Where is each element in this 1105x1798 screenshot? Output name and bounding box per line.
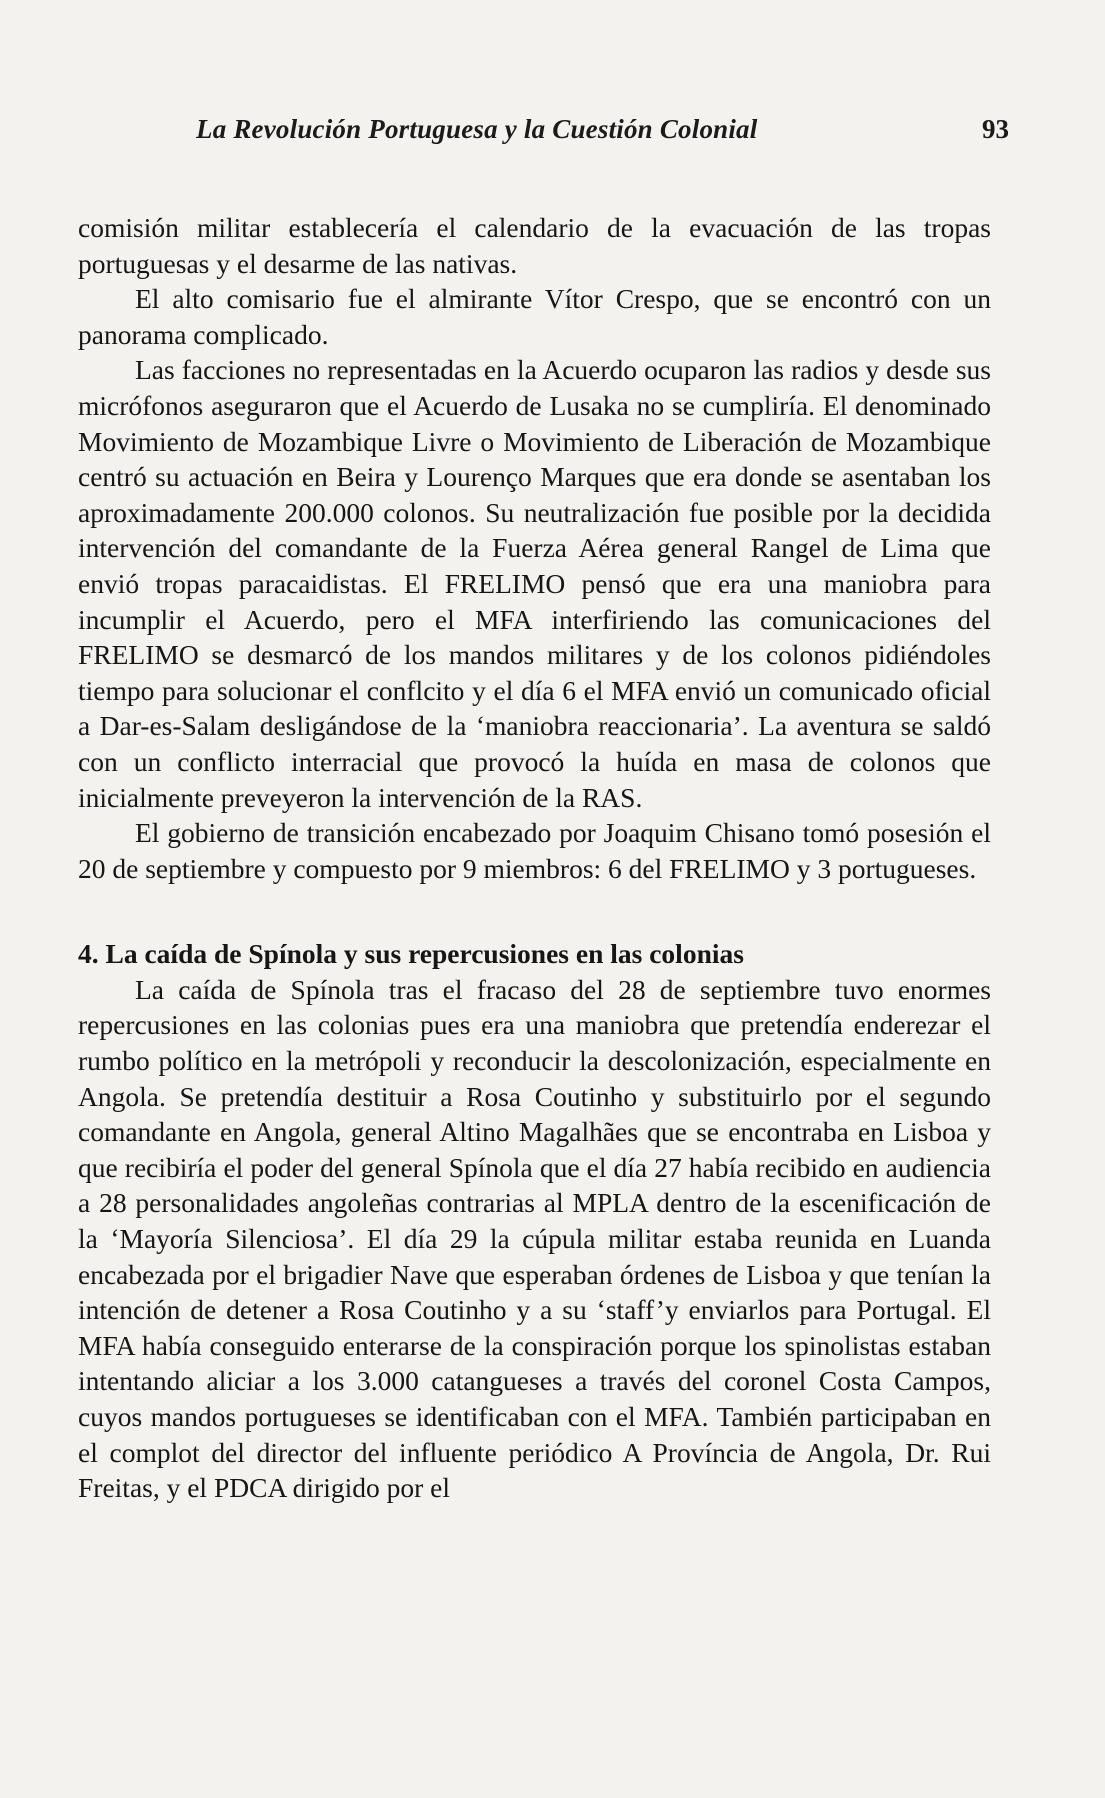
body-text bbox=[78, 210, 991, 1506]
paragraph: El gobierno de transición encabezado por Joaquim Chisano tomó posesión el 20 de septiembre y compuesto por 9 miembros: 6 del FRELIMO y 3 portugueses. bbox=[78, 817, 991, 884]
paragraph-continuation: comisión militar establecería el calendario de la evacuación de las tropas portuguesas y el desarme de las nativas. bbox=[78, 212, 991, 279]
paragraph: Las facciones no representadas en la Acuerdo ocuparon las radios y desde sus micrófonos aseguraron que el Acuerdo de Lusaka no se cumpliría. El denominado Movimiento de Mozambique Livre o Movimiento de Liberación de Mozambique centró su actuación en Beira y Lourenço Marques que era donde se asentaban los aproximadamente 200.000 colonos. Su neutralización fue posible por la decidida intervención del comandante de la Fuerza Aérea general Rangel de Lima que envió tropas paracaidistas. El FRELIMO pensó que era una maniobra para incumplir el Acuerdo, pero el MFA interfiriendo las comunicaciones del FRELIMO se desmarcó de los mandos militares y de los colonos pidiéndoles tiempo para solucionar el conflcito y el día 6 el MFA envió un comunicado oficial a Dar-es-Salam desligándose de la ‘maniobra reaccionaria’. La aventura se saldó con un conflicto interracial que provocó la huída en masa de colonos que inicialmente preveyeron la intervención de la RAS. bbox=[78, 354, 991, 813]
paragraph: El alto comisario fue el almirante Vítor Crespo, que se encontró con un panorama complicado. bbox=[78, 283, 991, 350]
running-title: La Revolución Portuguesa y la Cuestión Colonial bbox=[196, 114, 758, 144]
paragraph: La caída de Spínola tras el fracaso del 28 de septiembre tuvo enormes repercusiones en las colonias pues era una maniobra que pretendía enderezar el rumbo político en la metrópoli y reconducir la descolonización, especialmente en Angola. Se pretendía destituir a Rosa Coutinho y substituirlo por el segundo comandante en Angola, general Altino Magalhães que se encontraba en Lisboa y que recibiría el poder del general Spínola que el día 27 había recibido en audiencia a 28 personalidades angoleñas contrarias al MPLA dentro de la escenificación de la ‘Mayoría Silenciosa’. El día 29 la cúpula militar estaba reunida en Luanda encabezada por el brigadier Nave que esperaban órdenes de Lisboa y que tenían la intención de detener a Rosa Coutinho y a su ‘staff’y enviarlos para Portugal. El MFA había conseguido enterarse de la conspiración porque los spinolistas estaban intentando aliciar a los 3.000 catangueses a través del coronel Costa Campos, cuyos mandos portugueses se identificaban con el MFA. También participaban en el complot del director del influente periódico A Província de Angola, Dr. Rui Freitas, y el PDCA dirigido por el bbox=[78, 973, 991, 1504]
page-number: 93 bbox=[982, 114, 1009, 144]
section-heading: 4. La caída de Spínola y sus repercusiones en las colonias bbox=[78, 938, 744, 970]
page-header bbox=[78, 114, 1009, 154]
